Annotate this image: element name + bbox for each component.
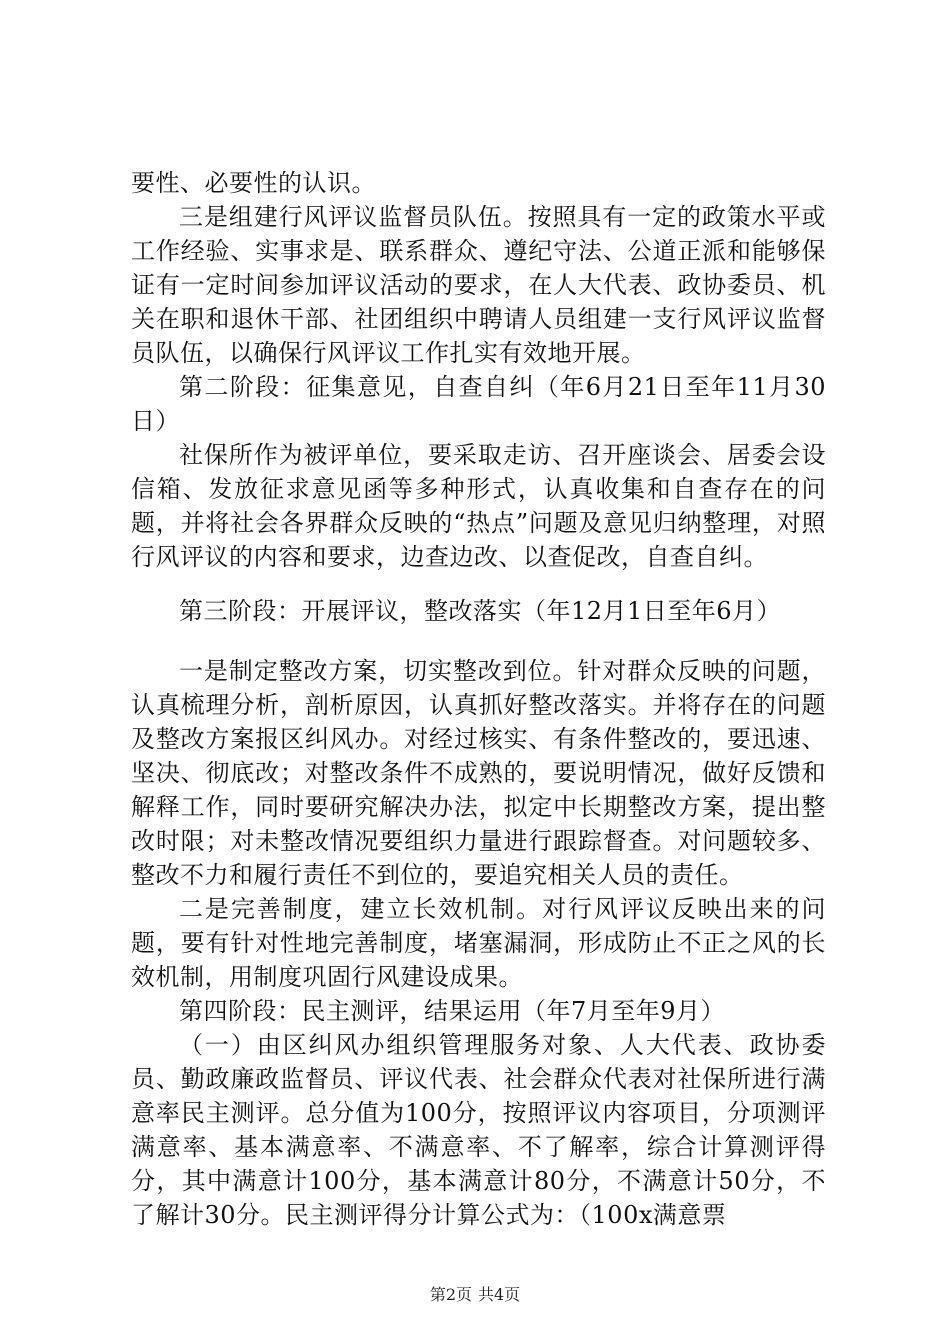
paragraph-democratic-evaluation: （一）由区纠风办组织管理服务对象、人大代表、政协委员、勤政廉政监督员、评议代表、社会群众代表对社保所进行满意率民主测评。总分值为100分，按照评议内容项目，分项测评满意率、基本满意率、不满意率、不了解率，综合计算测评得分，其中满意计100分，基本满意计80分，不满意计50分，不了解计30分。民主测评得分计算公式为：（100x满意票	[131, 1031, 826, 1229]
document-body	[131, 166, 826, 1232]
heading-stage-two: 第二阶段：征集意见，自查自纠（年6月21日至年11月30日）	[131, 373, 826, 435]
page-footer	[0, 1285, 950, 1305]
paragraph-continuation: 要性、必要性的认识。	[131, 169, 376, 197]
heading-stage-four: 第四阶段：民主测评，结果运用（年7月至年9月）	[179, 997, 726, 1025]
page-number: 第2页	[429, 1285, 472, 1304]
paragraph-improve-system: 二是完善制度，建立长效机制。对行风评议反映出来的问题，要有针对性地完善制度，堵塞漏洞，形成防止不正之风的长效机制，用制度巩固行风建设成果。	[131, 895, 826, 991]
paragraph-rectification-plan: 一是制定整改方案，切实整改到位。针对群众反映的问题，认真梳理分析，剖析原因，认真抓好整改落实。并将存在的问题及整改方案报区纠风办。对经过核实、有条件整改的，要迅速、坚决、彻底改；对整改条件不成熟的，要说明情况，做好反馈和解释工作，同时要研究解决办法，拟定中长期整改方案，提出整改时限；对未整改情况要组织力量进行跟踪督查。对问题较多、整改不力和履行责任不到位的，要追究相关人员的责任。	[131, 657, 826, 889]
paragraph-supervisor-team: 三是组建行风评议监督员队伍。按照具有一定的政策水平或工作经验、实事求是、联系群众、遵纪守法、公道正派和能够保证有一定时间参加评议活动的要求，在人大代表、政协委员、机关在职和退休干部、社团组织中聘请人员组建一支行风评议监督员队伍，以确保行风评议工作扎实有效地开展。	[131, 203, 826, 367]
page-total: 共4页	[478, 1285, 521, 1304]
paragraph-self-check: 社保所作为被评单位，要采取走访、召开座谈会、居委会设信箱、发放征求意见函等多种形式，认真收集和自查存在的问题，并将社会各界群众反映的“热点”问题及意见归纳整理，对照行风评议的内容和要求，边查边改、以查促改，自查自纠。	[131, 441, 826, 571]
heading-stage-three: 第三阶段：开展评议，整改落实（年12月1日至年6月）	[179, 597, 782, 625]
